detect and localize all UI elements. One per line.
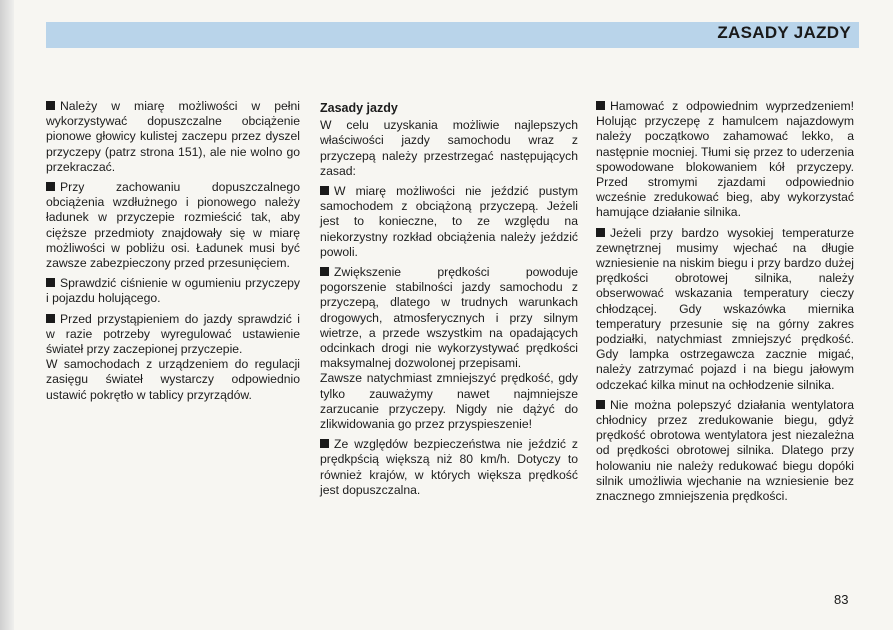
paragraph: W celu uzyskania możliwie najlepszych właściwości jazdy samochodu wraz z przyczepą należy przestrzegać następujących zasad: [320, 118, 578, 178]
paragraph: Zawsze natychmiast zmniejszyć prędkość, gdy tylko zauważymy nawet najmniejsze zarzucanie przyczepy. Nigdy nie dążyć do zlikwidowania go przez przyspieszenie! [320, 371, 578, 432]
page-number: 83 [834, 592, 849, 607]
section-title: ZASADY JAZDY [717, 23, 851, 42]
paragraph: Należy w miarę możliwości w pełni wykorzystywać dopuszczalne obciążenie pionowe głowicy kulistej zaczepu przez dyszel przyczepy (patrz strona 151), ale nie wolno go przekraczać. [46, 99, 300, 174]
column-heading: Zasady jazdy [320, 101, 398, 115]
column-right [596, 99, 854, 504]
paragraph: Jeżeli przy bardzo wysokiej temperaturze zewnętrznej musimy wjechać na długie wzniesienie na niskim biegu i przy bardzo dużej prędkości obrotowej silnika, należy obserwować wskazania temperatury cieczy chłodzącej. Gdy wskazówka miernika temperatury przesunie się na górny zakres podziałki, natychmiast zmniejszyć prędkość. Gdy lampka ostrzegawcza zacznie migać, należy zatrzymać pojazd i na biegu jałowym odczekać kilka minut na ochłodzenie silnika. [596, 225, 854, 392]
paragraph: Zwiększenie prędkości powoduje pogorszenie stabilności jazdy samochodu z przyczepą, dlatego w trudnych warunkach drogowych, atmosferycznych i przy silnym wietrze, a przede wszystkim na opadających odcinkach drogi nie wykorzystywać prędkości maksymalnej dozwolonej przepisami. [320, 265, 578, 371]
paragraph: Sprawdzić ciśnienie w ogumieniu przyczepy i pojazdu holującego. [46, 276, 300, 306]
paragraph: W samochodach z urządzeniem do regulacji zasięgu świateł wystarczy odpowiednio ustawić pokrętło w tablicy przyrządów. [46, 357, 300, 402]
column-middle [320, 101, 578, 498]
paragraph: W miarę możliwości nie jeździć pustym samochodem z obciążoną przyczepą. Jeżeli jest to konieczne, to ze względu na niekorzystny rozkład obciążenia należy jeździć powoli. [320, 184, 578, 259]
paragraph: Przed przystąpieniem do jazdy sprawdzić i w razie potrzeby wyregulować ustawienie świateł przy zaczepionej przyczepie. [46, 311, 300, 357]
paragraph: Przy zachowaniu dopuszczalnego obciążenia wzdłużnego i pionowego należy ładunek w przyczepie rozmieścić tak, aby cięższe przedmioty znajdowały się w miarę możliwości w pobliżu osi. Ładunek musi być zawsze zabezpieczony przed przesunięciem. [46, 180, 300, 271]
page-binding-edge [0, 0, 14, 630]
paragraph: Nie można polepszyć działania wentylatora chłodnicy przez zredukowanie biegu, gdyż prędkość obrotowa wentylatora jest niezależna od prędkości obrotowej silnika. Dlatego przy holowaniu nie należy redukować biegu dopóki silnik umożliwia wjechanie na wzniesienie bez znacznego zmniejszenia prędkości. [596, 397, 854, 504]
paragraph: Ze względów bezpieczeństwa nie jeździć z prędkpścią większą niż 80 km/h. Dotyczy to również krajów, w których większa prędkość jest dopuszczalna. [320, 437, 578, 497]
column-left [46, 99, 300, 403]
paragraph: Hamować z odpowiednim wyprzedzeniem! Holując przyczepę z hamulcem najazdowym należy początkowo zahamować lekko, a następnie mocniej. Tłumi się przez to uderzenia spowodowane blokowaniem kół przyczepy. Przed stromymi zjazdami odpowiednio wcześnie zredukować bieg, aby wykorzystać hamujące działanie silnika. [596, 99, 854, 220]
